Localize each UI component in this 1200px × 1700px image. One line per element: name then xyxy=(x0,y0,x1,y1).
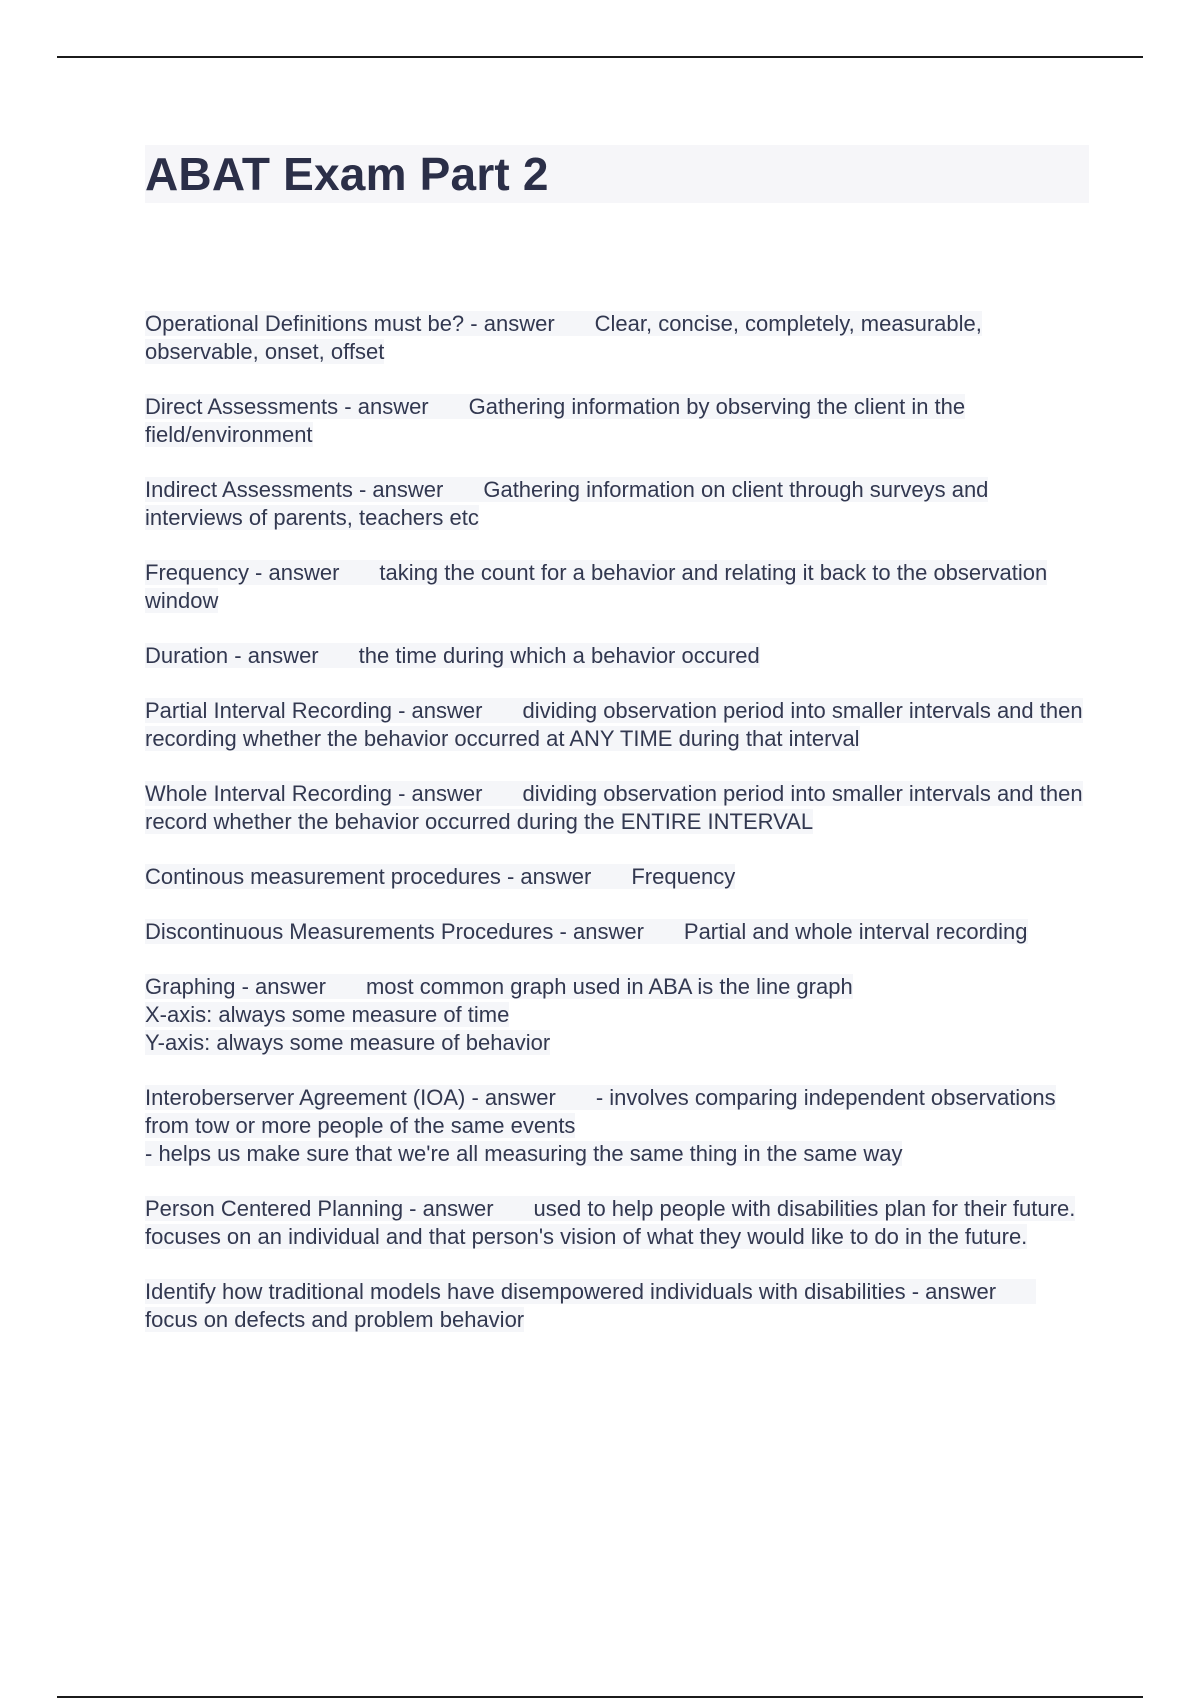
qa-item xyxy=(145,973,1085,1057)
qa-item xyxy=(145,697,1085,753)
qa-item xyxy=(145,863,1085,891)
qa-answer: used to help people with disabilities plan for their future. focuses on an individual and that person's vision of what they would like to do in the future. xyxy=(145,1196,1076,1249)
qa-list xyxy=(145,310,1085,1361)
bottom-rule xyxy=(57,1696,1143,1698)
qa-term: Interoberserver Agreement (IOA) - answer xyxy=(145,1085,556,1110)
qa-answer: Clear, concise, completely, measurable, observable, onset, offset xyxy=(145,311,982,364)
qa-item xyxy=(145,642,1085,670)
qa-item xyxy=(145,1084,1085,1168)
qa-term: Frequency - answer xyxy=(145,560,340,585)
qa-item xyxy=(145,1278,1085,1334)
qa-answer: dividing observation period into smaller intervals and then recording whether the behavior occurred at ANY TIME during that interval xyxy=(145,698,1083,751)
qa-term: Duration - answer xyxy=(145,643,319,668)
qa-item xyxy=(145,918,1085,946)
qa-term: Whole Interval Recording - answer xyxy=(145,781,483,806)
qa-term: Operational Definitions must be? - answer xyxy=(145,311,555,336)
qa-answer: focus on defects and problem behavior xyxy=(145,1307,525,1332)
top-rule xyxy=(57,56,1143,58)
qa-term: Graphing - answer xyxy=(145,974,326,999)
qa-term: Person Centered Planning - answer xyxy=(145,1196,494,1221)
qa-answer: the time during which a behavior occured xyxy=(358,643,760,668)
qa-answer: most common graph used in ABA is the line graph X-axis: always some measure of time Y-axis: always some measure of behavior xyxy=(145,974,853,1055)
qa-answer: Partial and whole interval recording xyxy=(683,919,1028,944)
qa-answer: taking the count for a behavior and relating it back to the observation window xyxy=(145,560,1048,613)
qa-term: Indirect Assessments - answer xyxy=(145,477,444,502)
qa-answer: - involves comparing independent observations from tow or more people of the same events - helps us make sure that we're all measuring the same thing in the same way xyxy=(145,1085,1056,1166)
qa-answer: Frequency xyxy=(631,864,736,889)
qa-answer: Gathering information on client through surveys and interviews of parents, teachers etc xyxy=(145,477,989,530)
qa-item xyxy=(145,1195,1085,1251)
qa-term: Direct Assessments - answer xyxy=(145,394,429,419)
qa-item xyxy=(145,393,1085,449)
qa-item xyxy=(145,476,1085,532)
qa-term: Identify how traditional models have disempowered individuals with disabilities - answer xyxy=(145,1279,997,1304)
qa-term: Continous measurement procedures - answer xyxy=(145,864,592,889)
page-title: ABAT Exam Part 2 xyxy=(145,148,549,200)
qa-answer: Gathering information by observing the client in the field/environment xyxy=(145,394,966,447)
qa-item xyxy=(145,310,1085,366)
qa-item xyxy=(145,559,1085,615)
qa-item xyxy=(145,780,1085,836)
qa-term: Partial Interval Recording - answer xyxy=(145,698,483,723)
qa-answer: dividing observation period into smaller intervals and then record whether the behavior occurred during the ENTIRE INTERVAL xyxy=(145,781,1083,834)
qa-term: Discontinuous Measurements Procedures - answer xyxy=(145,919,644,944)
